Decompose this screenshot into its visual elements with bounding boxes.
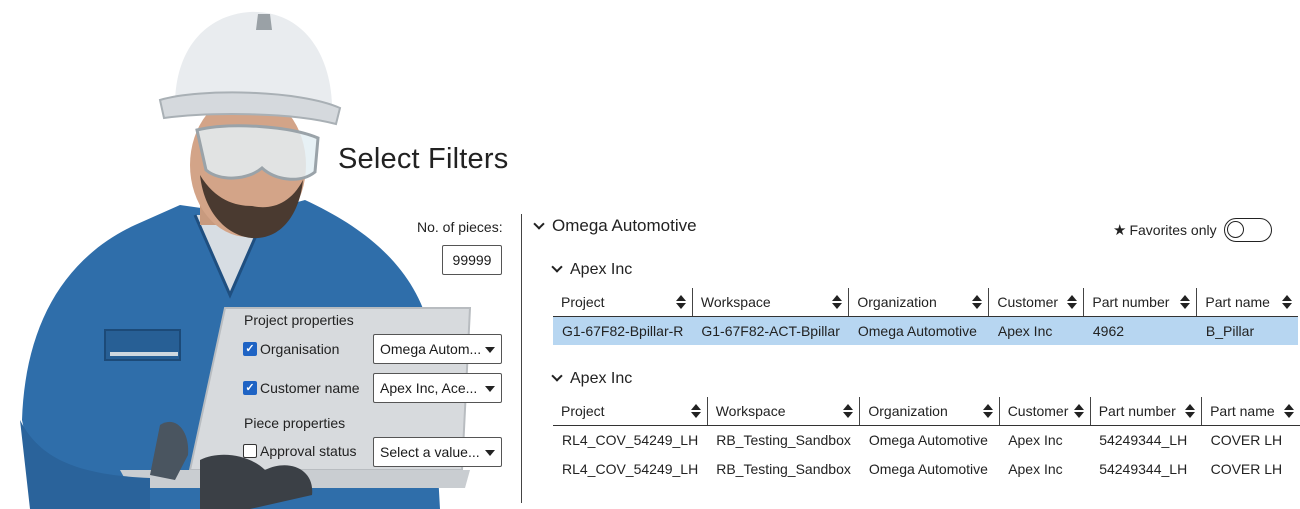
favorites-filter bbox=[1113, 218, 1272, 242]
cell-workspace: G1-67F82-ACT-Bpillar bbox=[692, 316, 849, 345]
organization-name: Omega Automotive bbox=[552, 216, 697, 235]
cell-workspace: RB_Testing_Sandbox bbox=[716, 460, 851, 477]
table-header-row bbox=[553, 397, 1300, 425]
star-icon: ★ bbox=[1113, 222, 1127, 239]
cell-customer: Apex Inc bbox=[989, 316, 1084, 345]
sort-icon[interactable] bbox=[1284, 404, 1293, 418]
customer-name-select-value: Apex Inc, Ace... bbox=[380, 380, 478, 396]
approval-status-select-value: Select a value... bbox=[380, 444, 480, 460]
approval-status-filter-row bbox=[243, 443, 357, 459]
customer-name: Apex Inc bbox=[570, 370, 633, 387]
cell-organization: Omega Automotive bbox=[849, 316, 989, 345]
organisation-label: Organisation bbox=[260, 341, 340, 357]
results-table bbox=[553, 397, 1300, 483]
sort-icon[interactable] bbox=[1180, 295, 1189, 309]
cell-part-name: B_Pillar bbox=[1197, 316, 1298, 345]
table-row[interactable] bbox=[553, 454, 1300, 483]
cell-part-number: 54249344_LH bbox=[1099, 460, 1188, 477]
cell-project: RL4_COV_54249_LH bbox=[562, 460, 699, 477]
organisation-select[interactable] bbox=[373, 334, 502, 364]
chevron-down-icon bbox=[551, 261, 562, 272]
table-row[interactable] bbox=[553, 316, 1298, 345]
sort-icon[interactable] bbox=[691, 404, 700, 418]
sort-icon[interactable] bbox=[843, 404, 852, 418]
sort-icon[interactable] bbox=[983, 404, 992, 418]
toggle-knob bbox=[1227, 221, 1244, 238]
cell-organization: Omega Automotive bbox=[868, 431, 988, 448]
approval-status-label: Approval status bbox=[260, 443, 357, 459]
sort-icon[interactable] bbox=[972, 295, 981, 309]
cell-part-number: 54249344_LH bbox=[1099, 431, 1188, 448]
favorites-toggle[interactable] bbox=[1224, 218, 1272, 242]
column-header-project[interactable]: Project bbox=[553, 397, 707, 425]
cell-organization: Omega Automotive bbox=[868, 460, 988, 477]
column-header-workspace[interactable]: Workspace bbox=[707, 397, 860, 425]
column-header-customer[interactable]: Customer bbox=[989, 288, 1084, 316]
column-header-project[interactable]: Project bbox=[553, 288, 692, 316]
customer-name-label: Customer name bbox=[260, 380, 360, 396]
column-header-part-number[interactable]: Part number bbox=[1084, 288, 1197, 316]
column-header-customer[interactable]: Customer bbox=[999, 397, 1090, 425]
cell-part-name: COVER LH bbox=[1210, 431, 1283, 448]
cell-project: G1-67F82-Bpillar-R bbox=[553, 316, 692, 345]
cell-workspace: RB_Testing_Sandbox bbox=[716, 431, 851, 448]
sort-icon[interactable] bbox=[1185, 404, 1194, 418]
customer-group-header[interactable] bbox=[553, 370, 632, 388]
panel-divider bbox=[521, 214, 522, 503]
chevron-down-icon bbox=[533, 218, 544, 229]
organisation-select-value: Omega Autom... bbox=[380, 341, 482, 357]
sort-icon[interactable] bbox=[1074, 404, 1083, 418]
chevron-down-icon bbox=[551, 370, 562, 381]
dropdown-caret-icon bbox=[485, 347, 495, 353]
column-header-organization[interactable]: Organization bbox=[849, 288, 989, 316]
table-row[interactable] bbox=[553, 425, 1300, 454]
cell-project: RL4_COV_54249_LH bbox=[562, 431, 699, 448]
column-header-part-name[interactable]: Part name bbox=[1197, 288, 1298, 316]
table-header-row bbox=[553, 288, 1298, 316]
customer-name-filter-row bbox=[243, 380, 360, 396]
column-header-part-number[interactable]: Part number bbox=[1090, 397, 1201, 425]
project-properties-heading: Project properties bbox=[244, 312, 354, 328]
column-header-part-name[interactable]: Part name bbox=[1202, 397, 1300, 425]
customer-name-checkbox[interactable] bbox=[243, 381, 257, 395]
approval-status-checkbox[interactable] bbox=[243, 444, 257, 458]
dropdown-caret-icon bbox=[485, 386, 495, 392]
cell-part-name: COVER LH bbox=[1210, 460, 1283, 477]
customer-group-header[interactable] bbox=[553, 261, 632, 279]
dropdown-caret-icon bbox=[485, 450, 495, 456]
column-header-workspace[interactable]: Workspace bbox=[692, 288, 849, 316]
approval-status-select[interactable] bbox=[373, 437, 502, 467]
pieces-label: No. of pieces: bbox=[417, 219, 503, 235]
pieces-input[interactable]: 99999 bbox=[442, 245, 502, 275]
column-header-organization[interactable]: Organization bbox=[860, 397, 999, 425]
sort-icon[interactable] bbox=[676, 295, 685, 309]
cell-customer: Apex Inc bbox=[1008, 460, 1063, 477]
sort-icon[interactable] bbox=[832, 295, 841, 309]
favorites-label: Favorites only bbox=[1129, 222, 1217, 238]
cell-part-number: 4962 bbox=[1084, 316, 1197, 345]
sort-icon[interactable] bbox=[1067, 295, 1076, 309]
sort-icon[interactable] bbox=[1282, 295, 1291, 309]
organisation-checkbox[interactable] bbox=[243, 342, 257, 356]
piece-properties-heading: Piece properties bbox=[244, 415, 346, 431]
page-title: Select Filters bbox=[338, 143, 509, 175]
customer-name-select[interactable] bbox=[373, 373, 502, 403]
customer-name: Apex Inc bbox=[570, 261, 633, 278]
organisation-filter-row bbox=[243, 341, 339, 357]
results-table bbox=[553, 288, 1298, 345]
cell-customer: Apex Inc bbox=[1008, 431, 1063, 448]
organization-group-header[interactable] bbox=[535, 216, 697, 236]
